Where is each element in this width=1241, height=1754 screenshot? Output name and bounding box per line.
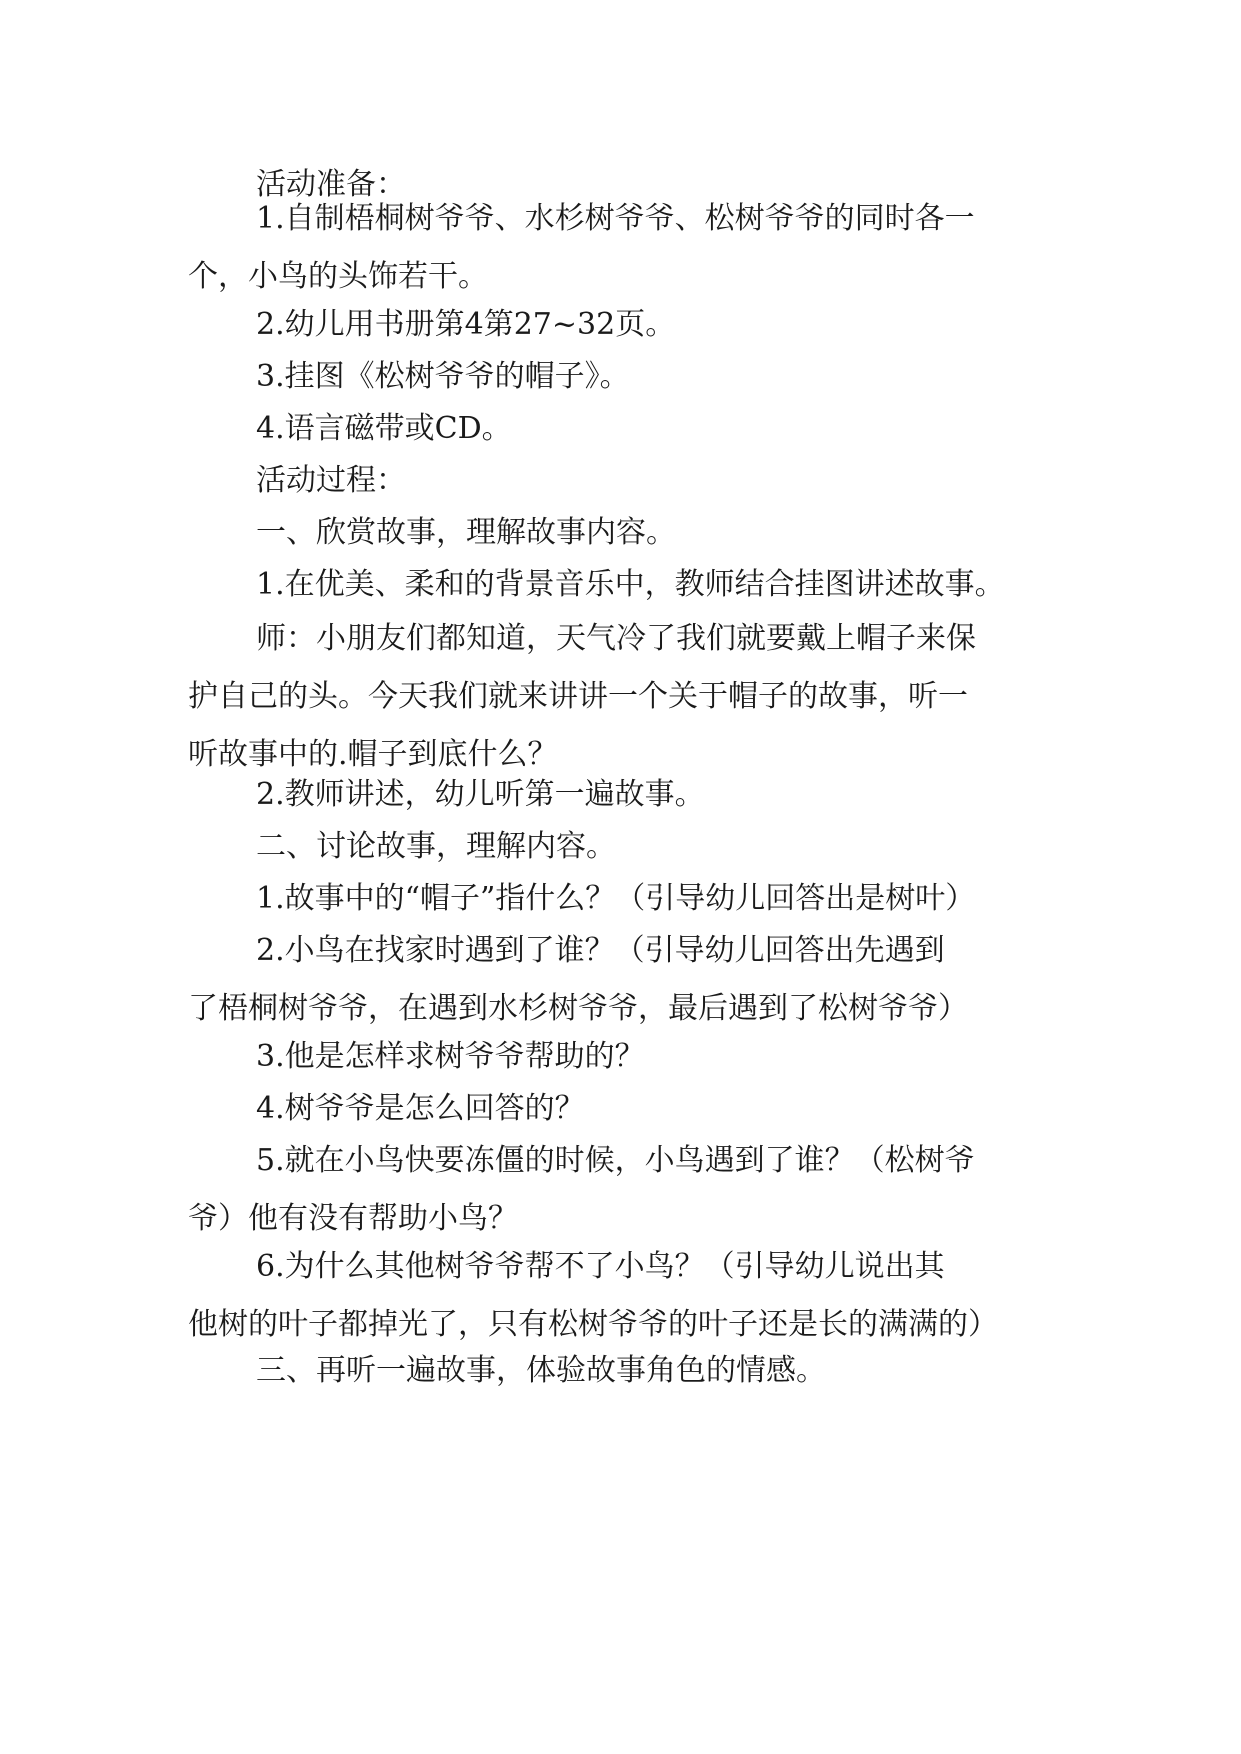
line: 一、欣赏故事，理解故事内容。	[256, 515, 676, 550]
paragraph-teacher-speech	[188, 610, 1068, 784]
line: 护自己的头。今天我们就来讲讲一个关于帽子的故事，听一	[188, 679, 968, 714]
paragraph-prep-4	[188, 400, 1068, 458]
line: 1.自制梧桐树爷爷、水杉树爷爷、松树爷爷的同时各一	[256, 201, 975, 236]
line: 听故事中的.帽子到底什么？	[188, 737, 558, 772]
paragraph-question-5	[188, 1132, 1068, 1248]
heading-activity-process	[188, 452, 1068, 510]
paragraph-prep-2	[188, 296, 1068, 354]
line: 6.为什么其他树爷爷帮不了小鸟？（引导幼儿说出其	[256, 1249, 945, 1284]
line: 2.幼儿用书册第4第27~32页。	[256, 307, 676, 342]
line: 1.故事中的“帽子”指什么？（引导幼儿回答出是树叶）	[256, 881, 976, 916]
line: 师：小朋友们都知道，天气冷了我们就要戴上帽子来保	[256, 621, 976, 656]
line: 1.在优美、柔和的背景音乐中，教师结合挂图讲述故事。	[256, 567, 1005, 602]
paragraph-question-1	[188, 870, 1068, 928]
paragraph-question-2	[188, 922, 1068, 1038]
line: 3.挂图《松树爷爷的帽子》。	[256, 359, 630, 394]
line: 他树的叶子都掉光了，只有松树爷爷的叶子还是长的满满的）	[188, 1307, 998, 1342]
line: 4.树爷爷是怎么回答的？	[256, 1091, 585, 1126]
line: 活动准备：	[256, 167, 406, 202]
line: 4.语言磁带或CD。	[256, 411, 512, 446]
line: 三、再听一遍故事，体验故事角色的情感。	[256, 1353, 826, 1388]
paragraph-question-3	[188, 1028, 1068, 1086]
line: 5.就在小鸟快要冻僵的时候，小鸟遇到了谁？（松树爷	[256, 1143, 975, 1178]
line: 了梧桐树爷爷，在遇到水杉树爷爷，最后遇到了松树爷爷）	[188, 991, 968, 1026]
section-heading-2	[188, 818, 1068, 876]
line: 二、讨论故事，理解内容。	[256, 829, 616, 864]
paragraph-step-1-2	[188, 766, 1068, 824]
paragraph-prep-1	[188, 190, 1068, 306]
line: 爷）他有没有帮助小鸟？	[188, 1201, 518, 1236]
line: 3.他是怎样求树爷爷帮助的？	[256, 1039, 645, 1074]
paragraph-step-1-1	[188, 556, 1068, 614]
line: 2.教师讲述，幼儿听第一遍故事。	[256, 777, 705, 812]
section-heading-1	[188, 504, 1068, 562]
section-heading-3	[188, 1342, 1068, 1400]
line: 个，小鸟的头饰若干。	[188, 259, 488, 294]
paragraph-prep-3	[188, 348, 1068, 406]
paragraph-question-6	[188, 1238, 1068, 1354]
line: 活动过程：	[256, 463, 406, 498]
paragraph-question-4	[188, 1080, 1068, 1138]
line: 2.小鸟在找家时遇到了谁？（引导幼儿回答出先遇到	[256, 933, 945, 968]
